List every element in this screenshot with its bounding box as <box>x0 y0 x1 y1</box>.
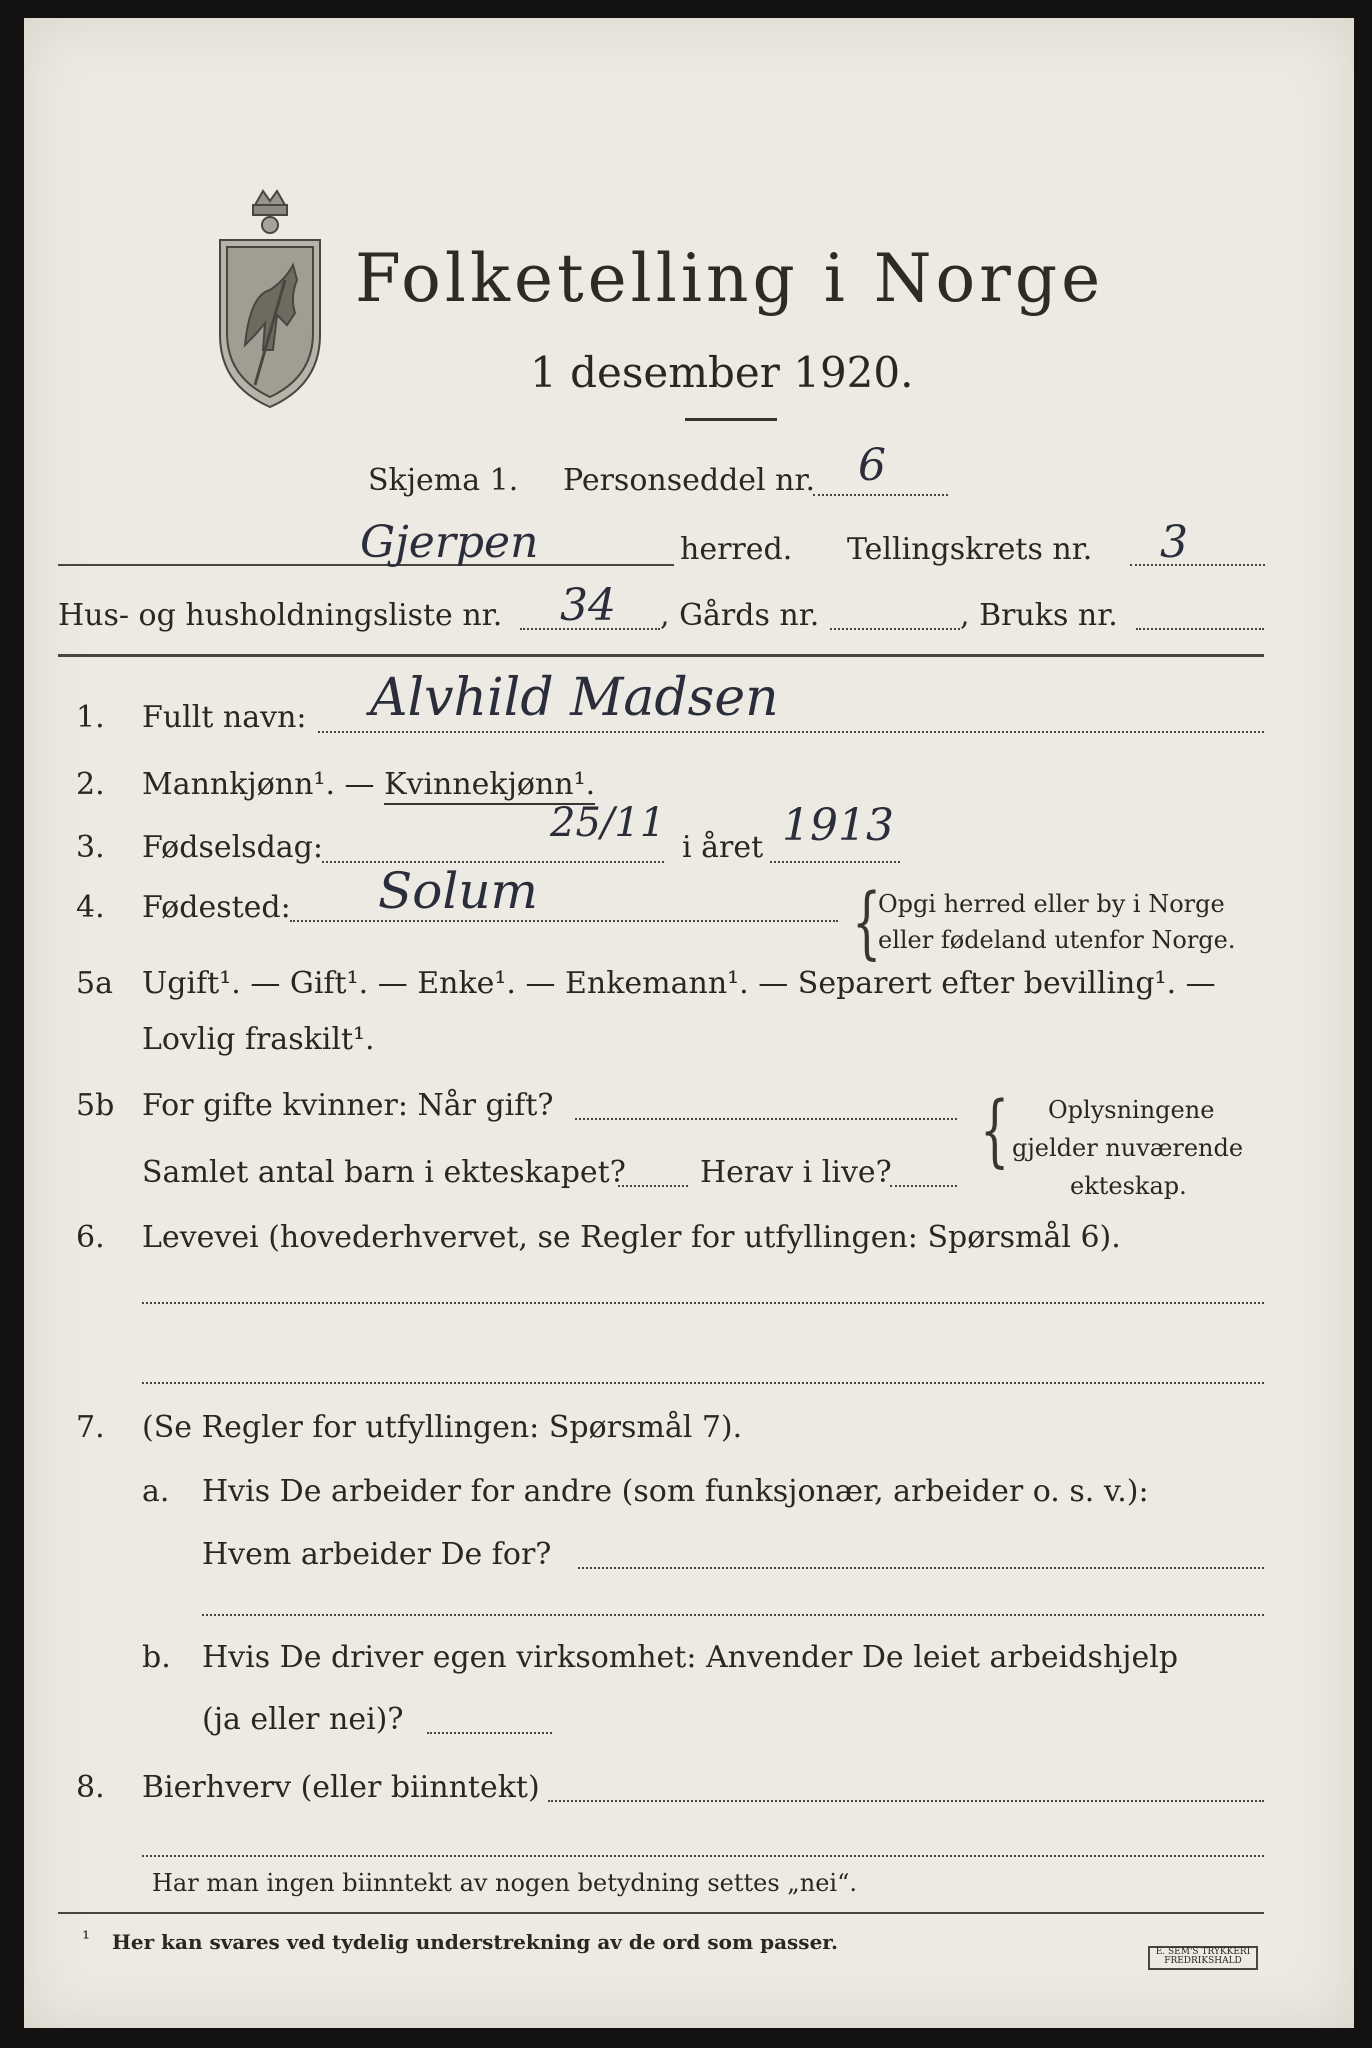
q8-number: 8. <box>76 1770 105 1805</box>
gards-label: , Gårds nr. <box>660 598 820 633</box>
q7-number: 7. <box>76 1410 105 1445</box>
q4-note-line1: Opgi herred eller by i Norge <box>878 890 1225 918</box>
form-date: 1 desember 1920. <box>530 348 914 397</box>
gards-line <box>830 628 960 630</box>
q8-line2 <box>142 1855 1264 1857</box>
q2-number: 2. <box>76 767 105 802</box>
q6-label: Levevei (hovederhvervet, se Regler for utfyllingen: Spørsmål 6). <box>142 1220 1121 1255</box>
skjema-label: Skjema 1. <box>368 463 519 498</box>
personseddel-label: Personseddel nr. <box>563 463 816 498</box>
q5b-when-married-line <box>575 1118 957 1120</box>
q7b-line2: (ja eller nei)? <box>202 1702 404 1737</box>
q4-line <box>290 920 838 922</box>
q2-male: Mannkjønn¹. <box>142 767 335 802</box>
q5a-number: 5a <box>76 966 113 1001</box>
bruks-label: , Bruks nr. <box>960 598 1118 633</box>
q3-label: Fødselsdag: <box>142 830 323 865</box>
herred-value: Gjerpen <box>360 517 539 568</box>
q8-label: Bierhverv (eller biinntekt) <box>142 1770 540 1805</box>
q4-note-line2: eller fødeland utenfor Norge. <box>878 926 1236 954</box>
q4-birthplace: Solum <box>378 862 538 920</box>
q5b-when-married: For gifte kvinner: Når gift? <box>142 1088 554 1123</box>
header-divider <box>58 654 1264 657</box>
q5b-number: 5b <box>76 1088 115 1123</box>
q5b-children-alive-line <box>890 1185 957 1187</box>
q7b-answer-line <box>427 1732 552 1734</box>
q7-label: (Se Regler for utfyllingen: Spørsmål 7). <box>142 1410 743 1445</box>
q3-year-line <box>770 861 900 863</box>
q7a-answer-line1 <box>578 1567 1264 1569</box>
q5b-children-alive: Herav i live? <box>700 1155 892 1190</box>
norwegian-coat-of-arms-icon <box>215 185 325 410</box>
bruks-line <box>1136 628 1264 630</box>
q5b-brace: { <box>980 1084 1010 1176</box>
q5b-note-line1: Oplysningene <box>1048 1096 1215 1124</box>
q7a-letter: a. <box>142 1474 170 1509</box>
q1-line <box>318 731 1264 733</box>
q6-line2 <box>142 1382 1264 1384</box>
q8-line1 <box>548 1800 1264 1802</box>
tellingskrets-line <box>1130 564 1265 566</box>
q1-full-name: Alvhild Madsen <box>370 668 779 728</box>
q5a-marital-options-cont: Lovlig fraskilt¹. <box>142 1022 375 1057</box>
q5b-children-total: Samlet antal barn i ekteskapet? <box>142 1155 626 1190</box>
q2-gender <box>142 767 595 802</box>
q4-brace: { <box>852 876 882 968</box>
q4-number: 4. <box>76 890 105 925</box>
footnote-mark: ¹ <box>82 1926 91 1950</box>
q7b-line1: Hvis De driver egen virksomhet: Anvender De leiet arbeidshjelp <box>202 1640 1179 1675</box>
title-divider <box>685 418 777 421</box>
printer-stamp: E. SEM'S TRYKKERI FREDRIKSHALD <box>1148 1946 1258 1970</box>
q3-number: 3. <box>76 830 105 865</box>
q1-label: Fullt navn: <box>142 700 307 735</box>
q7a-line2: Hvem arbeider De for? <box>202 1537 552 1572</box>
q8-note: Har man ingen biinntekt av nogen betydning settes „nei“. <box>152 1869 857 1897</box>
q5b-note-line2: gjelder nuværende <box>1012 1134 1244 1162</box>
q1-number: 1. <box>76 700 105 735</box>
q5b-note-line3: ekteskap. <box>1070 1172 1187 1200</box>
hus-label: Hus- og husholdningsliste nr. <box>58 598 503 633</box>
q7a-line1: Hvis De arbeider for andre (som funksjonær, arbeider o. s. v.): <box>202 1474 1149 1509</box>
q7b-letter: b. <box>142 1640 171 1675</box>
q5a-marital-options: Ugift¹. — Gift¹. — Enke¹. — Enkemann¹. — Separert efter bevilling¹. — <box>142 966 1216 1001</box>
footnote-text: Her kan svares ved tydelig understrekning av de ord som passer. <box>112 1930 838 1954</box>
form-title: Folketelling i Norge <box>355 240 1105 317</box>
q3-birth-year: 1913 <box>782 800 894 851</box>
personseddel-line <box>813 494 948 496</box>
footnote-divider <box>58 1912 1264 1914</box>
hus-value: 34 <box>560 580 616 631</box>
herred-label: herred. <box>680 532 793 567</box>
q3-year-label: i året <box>682 830 764 865</box>
q6-line1 <box>142 1302 1264 1304</box>
q5b-children-total-line <box>618 1185 688 1187</box>
tellingskrets-value: 3 <box>1160 517 1188 568</box>
tellingskrets-label: Tellingskrets nr. <box>847 532 1093 567</box>
personseddel-value: 6 <box>858 440 886 491</box>
q3-birthdate: 25/11 <box>550 800 666 846</box>
q6-number: 6. <box>76 1220 105 1255</box>
q4-label: Fødested: <box>142 890 291 925</box>
q2-female-underlined: Kvinnekjønn¹. <box>384 767 595 805</box>
q7a-answer-line2 <box>202 1614 1264 1616</box>
q2-separator: — <box>335 767 385 802</box>
